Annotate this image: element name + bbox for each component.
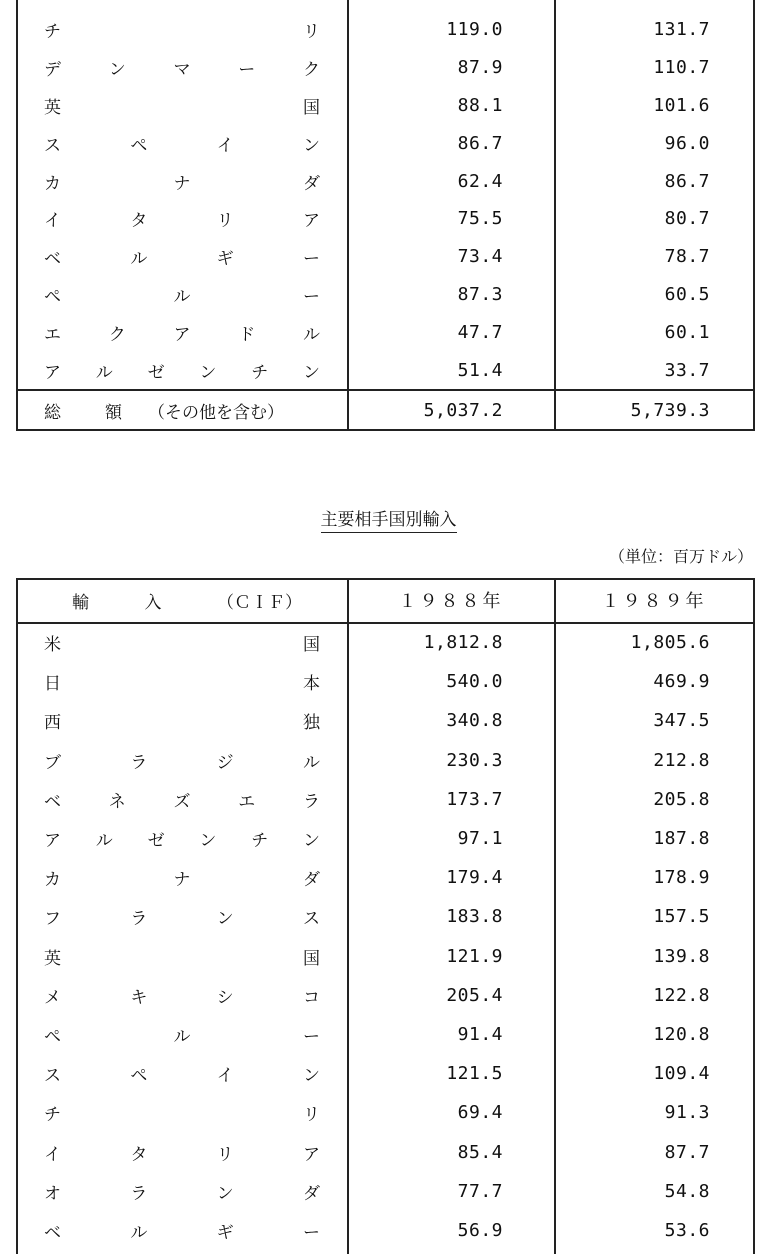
total-label: 総 額 （その他を含む） — [44, 402, 284, 423]
value-y1988: 87.3 — [457, 283, 503, 305]
value-y1988: 87.9 — [457, 57, 503, 79]
value-y1988: 121.5 — [446, 1063, 503, 1085]
country-name: ア ル ゼ ン チ ン — [44, 362, 320, 383]
table-row — [16, 701, 754, 740]
country-name: ス ペ イ ン — [44, 135, 320, 156]
table-row — [16, 313, 754, 351]
total-y1988: 5,037.2 — [423, 399, 503, 421]
total-row — [16, 390, 754, 430]
value-y1988: 73.4 — [457, 246, 503, 268]
value-y1988: 540.0 — [446, 671, 503, 693]
table-row — [16, 162, 754, 200]
table-row — [16, 858, 754, 897]
value-y1989: 120.8 — [653, 1024, 710, 1046]
country-name: ベ ル ギ ー — [44, 249, 320, 270]
value-y1988: 179.4 — [446, 867, 503, 889]
table-row — [16, 1133, 754, 1172]
value-y1988: 75.5 — [457, 208, 503, 230]
value-y1989: 205.8 — [653, 788, 710, 810]
value-y1989: 187.8 — [653, 828, 710, 850]
value-y1989: 87.7 — [664, 1141, 710, 1163]
import-table — [16, 578, 754, 1254]
table-row — [16, 819, 754, 858]
value-y1988: 121.9 — [446, 945, 503, 967]
table-row — [16, 741, 754, 780]
country-name: フ ラ ン ス — [44, 909, 320, 930]
export-table — [16, 0, 754, 431]
value-y1988: 97.1 — [457, 828, 503, 850]
table-row — [16, 897, 754, 936]
table-row — [16, 200, 754, 238]
country-name: デ ン マ ー ク — [44, 60, 320, 81]
country-name: ス ペ イ ン — [44, 1066, 320, 1087]
value-y1988: 86.7 — [457, 132, 503, 154]
country-name: オ ラ ン ダ — [44, 1183, 320, 1204]
value-y1988: 47.7 — [457, 321, 503, 343]
table-row — [16, 1211, 754, 1250]
country-name: 英 国 — [44, 948, 320, 969]
value-y1989: 33.7 — [664, 359, 710, 381]
country-name: ベ ル ギ ー — [44, 1223, 320, 1244]
table-row — [16, 276, 754, 314]
value-y1988: 173.7 — [446, 788, 503, 810]
table-row — [16, 662, 754, 701]
value-y1988: 91.4 — [457, 1024, 503, 1046]
value-y1988: 1,812.8 — [423, 632, 503, 654]
value-y1989: 131.7 — [653, 19, 710, 41]
unit-label: （単位：百万ドル） — [608, 547, 753, 566]
value-y1989: 53.6 — [664, 1220, 710, 1242]
country-name: 日 本 — [44, 674, 320, 695]
table-row — [16, 1015, 754, 1054]
total-y1989: 5,739.3 — [630, 399, 710, 421]
value-y1989: 96.0 — [664, 132, 710, 154]
table-row — [16, 937, 754, 976]
value-y1989: 91.3 — [664, 1102, 710, 1124]
value-y1989: 157.5 — [653, 906, 710, 928]
value-y1988: 119.0 — [446, 19, 503, 41]
value-y1989: 469.9 — [653, 671, 710, 693]
value-y1989: 109.4 — [653, 1063, 710, 1085]
country-name: メ キ シ コ — [44, 987, 320, 1008]
country-name: カ ナ ダ — [44, 173, 320, 194]
value-y1989: 80.7 — [664, 208, 710, 230]
country-name: ペ ル ー — [44, 1027, 320, 1048]
value-y1989: 1,805.6 — [630, 632, 710, 654]
country-name: 英 国 — [44, 97, 320, 118]
header-year-1989: １９８９年 — [601, 591, 707, 612]
table-row — [16, 780, 754, 819]
table-row — [16, 124, 754, 162]
table-row — [16, 49, 754, 87]
value-y1989: 110.7 — [653, 57, 710, 79]
value-y1989: 178.9 — [653, 867, 710, 889]
value-y1988: 56.9 — [457, 1220, 503, 1242]
section-title: 主要相手国別輸入 — [0, 505, 777, 530]
country-name: イ タ リ ア — [44, 1144, 320, 1165]
country-name: 西 独 — [44, 713, 320, 734]
value-y1989: 78.7 — [664, 246, 710, 268]
value-y1989: 122.8 — [653, 984, 710, 1006]
table-row — [16, 11, 754, 49]
value-y1988: 77.7 — [457, 1180, 503, 1202]
value-y1989: 139.8 — [653, 945, 710, 967]
value-y1988: 69.4 — [457, 1102, 503, 1124]
table-row — [16, 87, 754, 125]
country-name: 米 国 — [44, 635, 320, 656]
value-y1989: 212.8 — [653, 749, 710, 771]
country-name: イ タ リ ア — [44, 211, 320, 232]
table-row — [16, 623, 754, 662]
country-name: エ ク ア ド ル — [44, 324, 320, 345]
value-y1988: 88.1 — [457, 94, 503, 116]
value-y1988: 85.4 — [457, 1141, 503, 1163]
country-name: カ ナ ダ — [44, 870, 320, 891]
value-y1988: 230.3 — [446, 749, 503, 771]
value-y1988: 183.8 — [446, 906, 503, 928]
table-row — [16, 1093, 754, 1132]
value-y1989: 60.1 — [664, 321, 710, 343]
value-y1988: 62.4 — [457, 170, 503, 192]
header-year-1988: １９８８年 — [398, 591, 504, 612]
value-y1988: 205.4 — [446, 984, 503, 1006]
value-y1989: 60.5 — [664, 283, 710, 305]
value-y1989: 347.5 — [653, 710, 710, 732]
value-y1988: 51.4 — [457, 359, 503, 381]
table-row — [16, 976, 754, 1015]
table-row — [16, 1054, 754, 1093]
country-name: ベ ネ ズ エ ラ — [44, 791, 320, 812]
table-row — [16, 1172, 754, 1211]
header-label: 輸 入 （ＣＩＦ） — [72, 592, 302, 613]
value-y1989: 101.6 — [653, 94, 710, 116]
value-y1989: 54.8 — [664, 1180, 710, 1202]
country-name: チ リ — [44, 22, 320, 43]
country-name: ア ル ゼ ン チ ン — [44, 831, 320, 852]
value-y1989: 86.7 — [664, 170, 710, 192]
table-row — [16, 238, 754, 276]
country-name: ペ ル ー — [44, 286, 320, 307]
value-y1988: 340.8 — [446, 710, 503, 732]
table-row — [16, 351, 754, 389]
country-name: チ リ — [44, 1105, 320, 1126]
country-name: ブ ラ ジ ル — [44, 752, 320, 773]
table-header-row — [16, 578, 754, 622]
